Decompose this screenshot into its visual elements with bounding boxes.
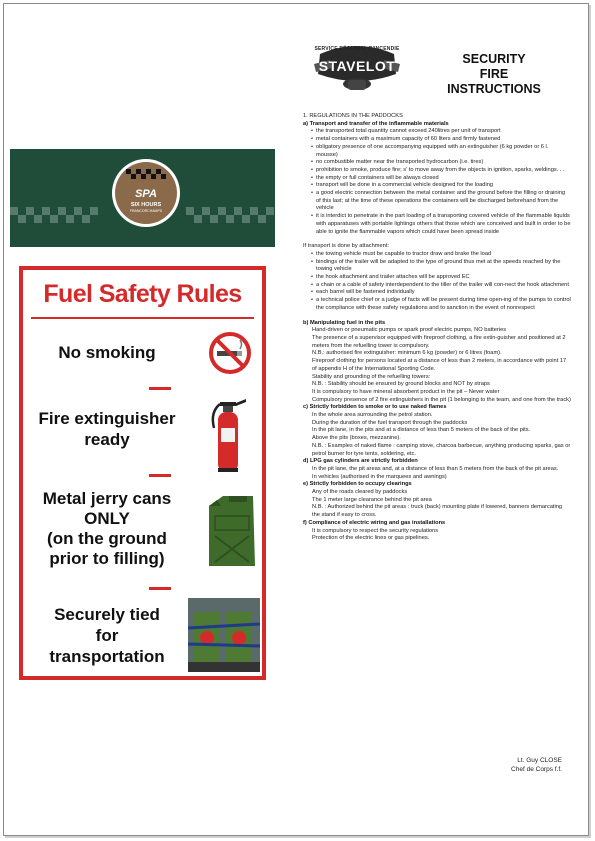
subsection-b-title: b) Manipulating fuel in the pits [303, 319, 386, 326]
list-item: • the hook attachment and trailer attaches will be approved EC [311, 274, 571, 282]
logo-name: STAVELOT [318, 58, 396, 74]
fire-extinguisher-icon [206, 394, 250, 476]
attachment-title: If transport is done by attachment: [303, 243, 389, 250]
rule-3-line-1: Metal jerry cans [42, 489, 172, 508]
rule-fire-extinguisher [27, 408, 187, 450]
list-item: • a technical police chief or a judge of facts will be present during time open-ing of the pumps to control the compliance with these safety regulations and to sanction in the event of nonrespect [311, 297, 571, 312]
subsection-d-title: d) LPG gas cylinders are strictly forbidden [303, 458, 418, 465]
paragraph: The 1 meter large clearance behind the pit area [312, 496, 432, 503]
rule-separator [149, 587, 171, 590]
title-line-1: SECURITY [462, 52, 526, 66]
paragraph: N.B. : Authorized behind the pit areas : truck (back) mounting plate if lowered, banners demarcating the stand if easy to cross. [312, 504, 563, 519]
paragraph: Stability and grounding of the refuelling towers: [312, 373, 431, 380]
paragraph: In the whole area surrounding the petrol station. [312, 412, 433, 419]
paragraph: It is compulsory to have mineral absorbent product in the pit – Never water [312, 388, 500, 395]
paragraph: During the duration of the fuel transport through the paddocks [312, 419, 468, 426]
list-item: • no combustible matter near the transported hydrocarbon (i.e. tires) [311, 159, 571, 167]
paragraph: N.B. : Examples of naked flame : camping stove, charcoa barbecue, anything producing sparks, gas or petrol burner for tyre tents, soldering, etc. [312, 442, 571, 457]
paragraph: In the pit lane, in the pits and at a distance of less than 5 meters of the back of the pits. [312, 427, 531, 434]
subsection-c-title: c) Strictly forbidden to smoke or to use naked flames [303, 404, 447, 411]
list-item: • a chain or a cable of safety interdependent to the tiller of the trailer will con-nect the hook attachment [311, 282, 571, 290]
paragraph: Protection of the electric lines or gas pipelines. [312, 535, 430, 542]
no-smoking-icon [209, 332, 251, 374]
paragraph: Compulsory presence of 2 fire extinguishers in the pit (1 belonging to the team, and one from the track) [312, 396, 571, 403]
rule-no-smoking [27, 342, 187, 363]
spa-six-hours-badge [110, 157, 182, 229]
paragraph: In the pit lane, the pit areas and, at a distance of less than 5 meters from the back of the pit areas. [312, 465, 559, 472]
list-item: • bindings of the trailer will be adapted to the type of ground thus met at the speeds reached by the towing vehicle [311, 259, 571, 274]
subsection-f-title: f) Compliance of electric wiring and gas installations [303, 519, 446, 526]
subsection-a-list [311, 128, 571, 236]
poster-heading: Fuel Safety Rules [43, 280, 242, 308]
title-line-2: FIRE [479, 67, 509, 81]
paragraph: It is compulsory to respect the security regulations [312, 527, 439, 534]
attachment-list [311, 251, 571, 313]
fuel-safety-poster [10, 149, 275, 688]
jerry-can-icon [203, 492, 259, 568]
list-item: • each barrel will be fastened individually [311, 289, 571, 297]
title-line-3: INSTRUCTIONS [447, 82, 541, 96]
regulations-text [303, 113, 571, 543]
rule-3-line-3: (on the ground [47, 529, 167, 548]
poster-header-band [10, 149, 275, 247]
rule-securely-tied [27, 604, 187, 667]
paragraph: Any of the roads cleared by paddocks [312, 489, 408, 496]
subsection-a-title: a) Transport and transfer of the inflammable materials [303, 120, 449, 127]
rule-1-line-1: No smoking [58, 343, 156, 362]
list-item: • obligatory presence of one accompanying equipped with an extinguisher (6 kg powder or 6 l. mousse) [311, 144, 571, 159]
list-item: • the empty or full containers will be always closed [311, 175, 571, 183]
list-item: • metal containers with a maximum capacity of 60 liters and firmly fastened [311, 136, 571, 144]
rule-separator [149, 474, 171, 477]
rule-separator [149, 387, 171, 390]
badge-location: FRANCORCHAMPS [129, 209, 163, 213]
paragraph: Hand-driven or pneumatic pumps or spark proof electric pumps, NO batteries [312, 327, 507, 334]
section-heading: 1. REGULATIONS IN THE PADDOCKS [303, 113, 403, 119]
list-item: • the towing vehicle must be capable to tractor draw and brake the load [311, 251, 571, 259]
rule-4-line-1: Securely tied [54, 605, 160, 624]
signatory-name: Lt. Guy CLOSE [517, 757, 562, 764]
rule-4-line-2: for [95, 626, 119, 645]
paragraph: N.B.: authorised fire extinguisher: minimum 6 kg (powder) or 6 litres (foam). [312, 350, 502, 357]
list-item: • a good electric connection between the metal container and the ground before the filling or draining of this last; at the time of these operations the containers will be discharged beforehand from the vehicle [311, 190, 571, 213]
heading-divider [31, 317, 254, 319]
rule-jerry-cans [27, 489, 187, 569]
paragraph: The presence of a supervisor equipped with fireproof clothing, a fire extin-guisher and positioned at 2 meters from the refuelling tower is compulsory. [312, 334, 566, 349]
logo-subtitle: SERVICE RÉGIONAL D'INCENDIE [314, 46, 400, 52]
rule-3-line-4: prior to filling) [49, 549, 165, 568]
list-item: • transport will be done in a commercial vehicle designed for the loading [311, 182, 571, 190]
list-item: • it is interdict to penetrate in the part loading of a transporting covered vehicle of the flammable liquids with apparatuses with portable lightings others that those which are conceived and built in order to be able to ignite the flammable vapors which could have been spread inside [311, 213, 571, 236]
paragraph: N.B. : Stability should be ensured by ground blocks and NOT by straps [312, 381, 490, 388]
poster-frame [19, 266, 266, 680]
rule-3-line-2: ONLY [84, 509, 130, 528]
paragraph: Above the pits (boxes, mezzanine). [312, 435, 401, 442]
paragraph: Fireproof clothing for persons located at a distance of less than 2 meters, in accordance with point 17 of appendix H of the International Sporting Code. [312, 358, 567, 372]
badge-subtitle: SIX HOURS [130, 202, 162, 208]
tied-cans-icon [188, 598, 260, 672]
paragraph: In vehicles (authorised in the marquees and awnings) [312, 473, 447, 480]
rule-2-line-1: Fire extinguisher [38, 409, 176, 428]
badge-title: SPA [135, 188, 157, 200]
subsection-e-title: e) Strictly forbidden to occupy clearings [303, 481, 412, 488]
document-title [420, 52, 568, 97]
stavelot-logo [310, 40, 404, 94]
list-item: • prohibition to smoke, produce fire; s' to move away from the objects in ignition, sparks, weldings. . . [311, 167, 571, 175]
rule-4-line-3: transportation [49, 647, 165, 666]
rule-2-line-2: ready [84, 430, 130, 449]
signature-block [430, 756, 562, 774]
list-item: • the transported total quantity cannot exceed 240litres per unit of transport [311, 128, 571, 136]
signatory-role: Chef de Corps f.f. [511, 766, 562, 773]
